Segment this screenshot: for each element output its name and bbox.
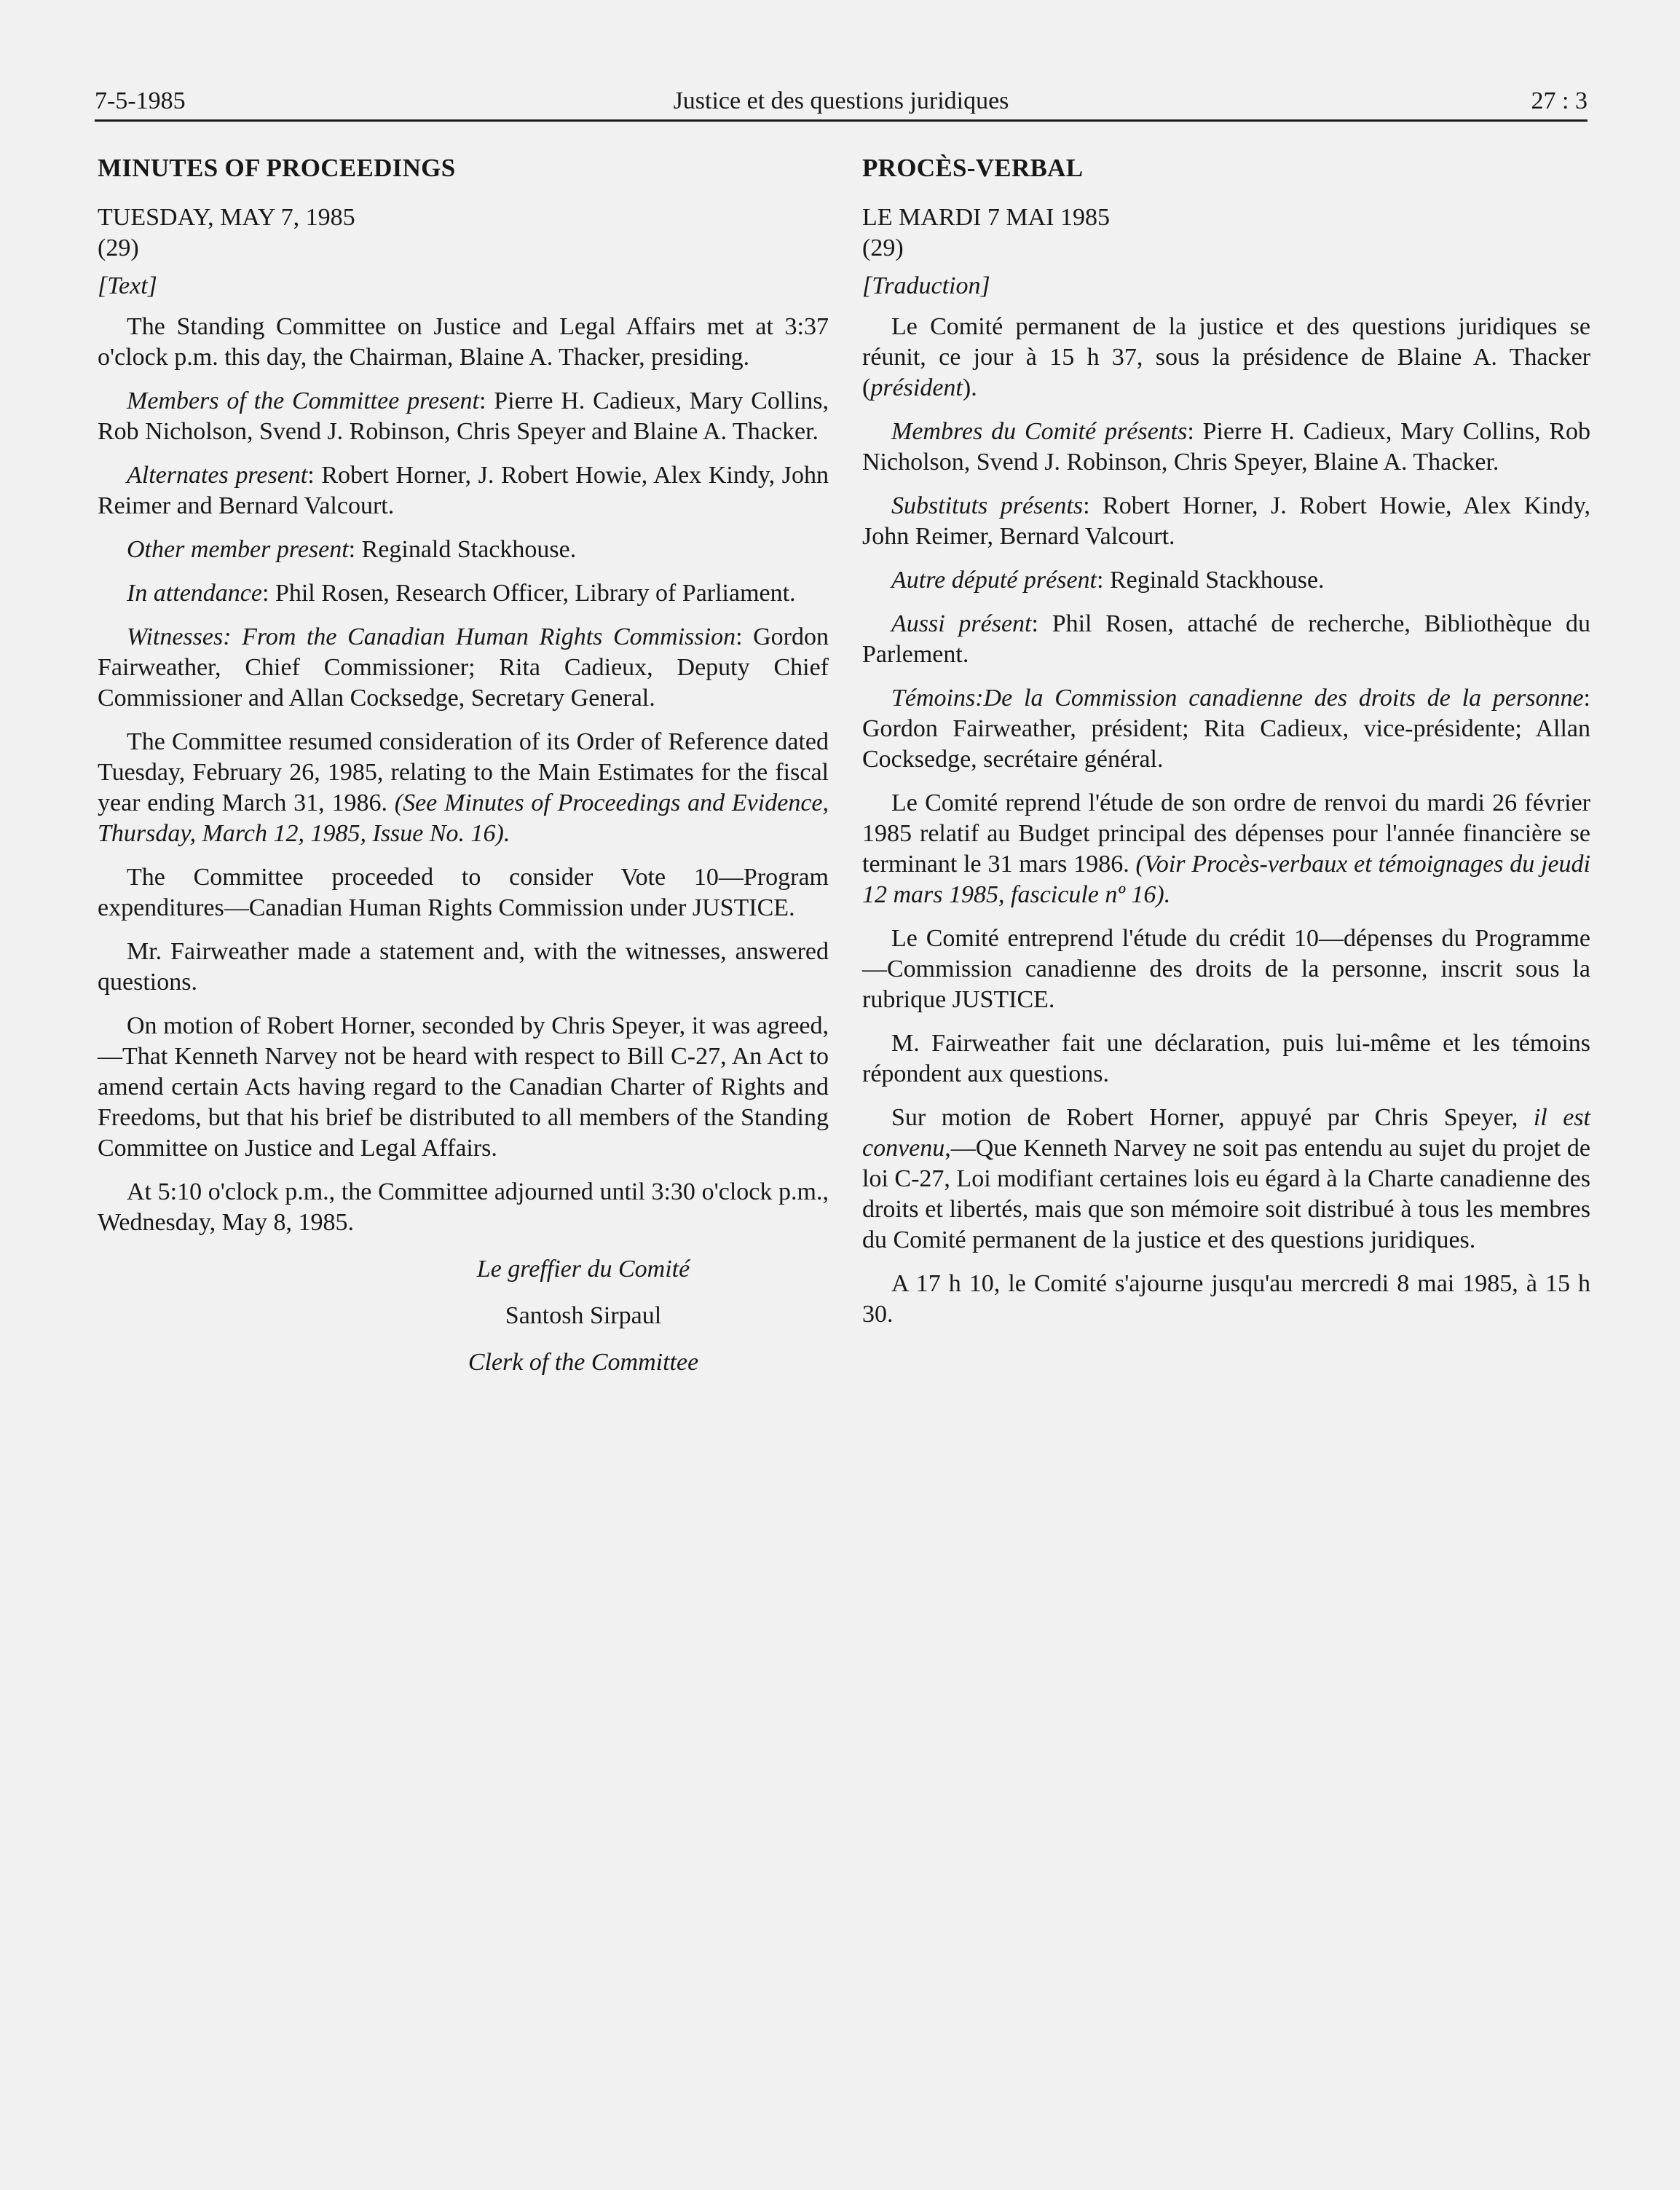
french-paragraph-autre-depute [862, 565, 1590, 596]
witnesses-label: Witnesses: From the Canadian Human Rights Commission [127, 623, 736, 650]
autre-depute-label: Autre député présent [891, 567, 1097, 594]
french-paragraph-substituts [862, 491, 1590, 552]
english-paragraph-other-member [98, 535, 829, 565]
french-paragraph-motion [862, 1103, 1590, 1256]
french-sitting-number: (29) [862, 235, 904, 261]
ordre-text: Le Comité reprend l'étude de son ordre de renvoi du mardi 26 février 1985 relatif au Budget principal des dépenses pour l'année financière se terminant le 31 mars 1986. [862, 789, 1590, 878]
order-reference: (See Minutes of Proceedings and Evidence, Thursday, March 12, 1985, Issue No. 16). [98, 789, 829, 847]
french-paragraph-ajourne: A 17 h 10, le Comité s'ajourne jusqu'au mercredi 8 mai 1985, à 15 h 30. [862, 1270, 1590, 1328]
temoins-label: Témoins:De la Commission canadienne des droits de la personne [891, 685, 1584, 712]
order-text: The Committee resumed consideration of its Order of Reference dated Tuesday, February 26, 1985, relating to the Main Estimates for the fiscal year ending March 31, 1986. [98, 728, 829, 816]
opening-text: Le Comité permanent de la justice et des questions juridiques se réunit, ce jour à 15 h 37, sous la présidence de Blaine A. Thacker ( [862, 313, 1590, 401]
ordre-reference: (Voir Procès-verbaux et témoignages du jeudi 12 mars 1985, fascicule nº 16). [862, 851, 1590, 908]
english-paragraph-members [98, 386, 829, 447]
alternates-text: : Robert Horner, J. Robert Howie, Alex Kindy, John Reimer and Bernard Valcourt. [98, 462, 829, 519]
french-paragraph-credit: Le Comité entreprend l'étude du crédit 10—dépenses du Programme—Commission canadienne des droits de la personne, inscrit sous la rubrique JUSTICE. [862, 925, 1590, 1013]
english-sitting-number: (29) [98, 235, 139, 261]
french-paragraph-declaration: M. Fairweather fait une déclaration, puis lui-même et les témoins répondent aux questions. [862, 1030, 1590, 1087]
witnesses-text: : Gordon Fairweather, Chief Commissioner; Rita Cadieux, Deputy Chief Commissioner and Allan Cocksedge, Secretary General. [98, 623, 829, 712]
substituts-text: : Robert Horner, J. Robert Howie, Alex Kindy, John Reimer, Bernard Valcourt. [862, 492, 1590, 550]
other-member-text: : Reginald Stackhouse. [348, 536, 577, 563]
substituts-label: Substituts présents [891, 492, 1084, 519]
french-heading: PROCÈS-VERBAL [862, 154, 1084, 182]
members-label: Members of the Committee present [127, 387, 479, 414]
english-paragraph-witnesses [98, 622, 829, 714]
french-date-line: LE MARDI 7 MAI 1985 [862, 204, 1110, 231]
english-paragraph-vote: The Committee proceeded to consider Vote 10—Program expenditures—Canadian Human Rights Commission under JUSTICE. [98, 864, 829, 921]
membres-text: : Pierre H. Cadieux, Mary Collins, Rob Nicholson, Svend J. Robinson, Chris Speyer, Blaine A. Thacker. [862, 418, 1590, 476]
page-header [95, 82, 1588, 122]
other-member-label: Other member present [127, 536, 349, 563]
motion-text: Sur motion de Robert Horner, appuyé par Chris Speyer, [891, 1104, 1534, 1131]
french-paragraph-opening [862, 312, 1590, 403]
english-heading: MINUTES OF PROCEEDINGS [98, 154, 456, 182]
header-date: 7-5-1985 [95, 87, 186, 114]
english-paragraph-opening: The Standing Committee on Justice and Legal Affairs met at 3:37 o'clock p.m. this day, the Chairman, Blaine A. Thacker, presiding. [98, 313, 829, 371]
english-paragraph-alternates [98, 460, 829, 521]
french-text-label: [Traduction] [862, 272, 990, 299]
attendance-text: : Phil Rosen, Research Officer, Library of Parliament. [262, 580, 796, 607]
header-page-number: 27 : 3 [1531, 87, 1588, 114]
aussi-present-label: Aussi présent [891, 610, 1032, 637]
members-text: : Pierre H. Cadieux, Mary Collins, Rob Nicholson, Svend J. Robinson, Chris Speyer and Blaine A. Thacker. [98, 387, 829, 445]
attendance-label: In attendance [127, 580, 262, 607]
english-text-label: [Text] [98, 272, 157, 299]
french-paragraph-members [862, 417, 1590, 478]
english-column [98, 153, 829, 1394]
clerk-title-french: Le greffier du Comité [476, 1256, 690, 1283]
autre-depute-text: : Reginald Stackhouse. [1097, 567, 1325, 594]
motion-italic: il est convenu [862, 1104, 1590, 1162]
french-paragraph-ordre [862, 788, 1590, 910]
english-paragraph-order [98, 727, 829, 849]
membres-label: Membres du Comité présents [891, 418, 1188, 445]
motion-end: ,—Que Kenneth Narvey ne soit pas entendu au sujet du projet de loi C-27, Loi modifiant certaines lois eu égard à la Charte canadienne des droits et libertés, mais que son mémoire soit distribué à tous les membres du Comité permanent de la justice et des questions juridiques. [862, 1135, 1590, 1253]
english-paragraph-adjourn: At 5:10 o'clock p.m., the Committee adjourned until 3:30 o'clock p.m., Wednesday, May 8, 1985. [98, 1178, 829, 1236]
header-title: Justice et des questions juridiques [673, 87, 1009, 114]
clerk-title-english: Clerk of the Committee [468, 1349, 699, 1376]
french-column [862, 153, 1590, 1343]
clerk-name: Santosh Sirpaul [505, 1302, 662, 1329]
english-paragraph-attendance [98, 578, 829, 609]
french-paragraph-aussi-present [862, 609, 1590, 670]
alternates-label: Alternates present [127, 462, 308, 489]
english-paragraph-motion: On motion of Robert Horner, seconded by Chris Speyer, it was agreed,—That Kenneth Narvey not be heard with respect to Bill C-27, An Act to amend certain Acts having regard to the Canadian Charter of Rights and Freedoms, but that his brief be distributed to all members of the Standing Committee on Justice and Legal Affairs. [98, 1012, 829, 1162]
opening-italic: président [870, 374, 963, 401]
english-paragraph-statement: Mr. Fairweather made a statement and, with the witnesses, answered questions. [98, 938, 829, 996]
opening-end: ). [962, 374, 977, 401]
signature-block [338, 1254, 829, 1378]
aussi-present-text: : Phil Rosen, attaché de recherche, Bibliothèque du Parlement. [862, 610, 1590, 668]
english-date-line: TUESDAY, MAY 7, 1985 [98, 204, 355, 231]
french-paragraph-temoins [862, 683, 1590, 775]
temoins-text: : Gordon Fairweather, président; Rita Cadieux, vice-présidente; Allan Cocksedge, secrétaire général. [862, 685, 1590, 773]
